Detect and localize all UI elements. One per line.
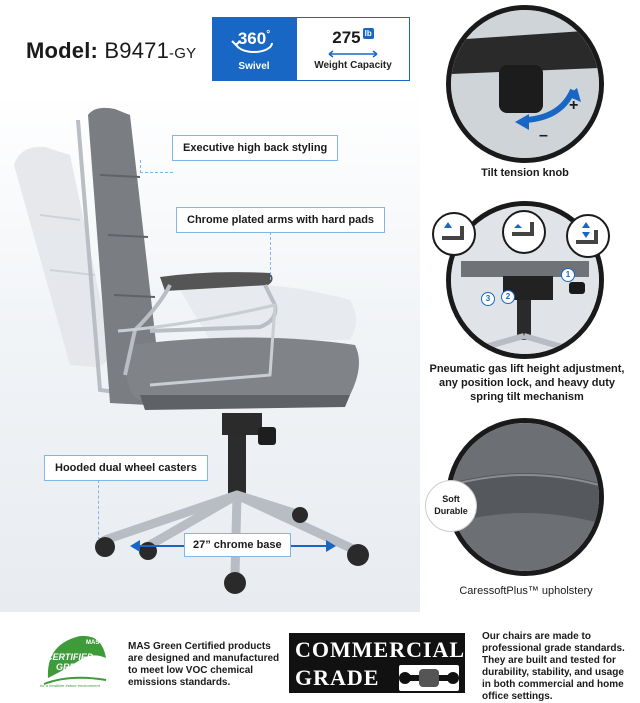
- step-icon-height: [566, 214, 610, 258]
- weight-value: 275: [332, 28, 361, 47]
- lock-lever-icon: [504, 212, 540, 248]
- grade-text-line-3: They are built and tested for: [482, 655, 616, 666]
- callout-arms: [176, 207, 385, 233]
- swivel-value: 360: [237, 29, 267, 48]
- office-chair-image: [0, 95, 420, 600]
- swivel-badge: 360° Swivel: [212, 17, 296, 81]
- model-label: Model:: [26, 38, 99, 63]
- step-1-marker: 1: [561, 268, 575, 282]
- callout-high-back-label: Executive high back styling: [183, 142, 328, 154]
- weight-badge: [296, 17, 410, 81]
- lift-caption-line-1: Pneumatic gas lift height adjustment,: [429, 363, 625, 375]
- step-3-marker: 3: [481, 292, 495, 306]
- grade-text-line-4: durability, stability, and usage: [482, 667, 624, 678]
- step-icon-tilt: [432, 212, 476, 256]
- lift-caption-line-3: spring tilt mechanism: [470, 391, 584, 403]
- fist-wrench-icon: [399, 665, 459, 691]
- tilt-knob-image: [451, 10, 599, 158]
- model-heading: [26, 38, 196, 64]
- cert-badge-line1: CERTIFIED: [46, 652, 94, 662]
- upholstery-caption: CaressoftPlus™ upholstery: [459, 585, 593, 597]
- step-2-marker: 2: [501, 290, 515, 304]
- callout-base: [184, 533, 291, 557]
- mas-description: [128, 641, 288, 689]
- callout-base-label: 27” chrome base: [193, 539, 282, 551]
- tilt-lever-icon: [434, 214, 470, 250]
- svg-text:+: +: [569, 97, 579, 114]
- step-icon-lock: [502, 210, 546, 254]
- callout-arms-line: [270, 232, 271, 280]
- soft-durable-tag: [425, 480, 477, 532]
- tilt-caption: Tilt tension knob: [481, 167, 569, 179]
- lift-caption: [424, 362, 630, 404]
- callout-casters-line: [98, 480, 99, 540]
- weight-arrow-icon: [327, 50, 379, 58]
- commercial-grade-description: [482, 631, 638, 703]
- commercial-label: COMMERCIAL: [295, 637, 466, 662]
- mas-text-line-1: MAS Green Certified products: [128, 641, 271, 652]
- tilt-knob-detail: [446, 5, 604, 163]
- grade-text-line-6: office settings.: [482, 691, 553, 702]
- mas-certified-green-badge: [40, 630, 110, 690]
- cert-badge-slogan: for a healthier indoor environment: [40, 683, 100, 688]
- soft-label: Soft: [442, 494, 460, 504]
- lift-caption-line-2: any position lock, and heavy duty: [438, 377, 616, 389]
- callout-arms-label: Chrome plated arms with hard pads: [187, 214, 375, 226]
- height-lever-icon: [568, 216, 604, 252]
- weight-label: Weight Capacity: [314, 60, 392, 71]
- callout-high-back-line: [140, 160, 173, 173]
- cert-badge-line2: GREEN: [56, 662, 89, 672]
- model-suffix: -GY: [169, 45, 197, 62]
- callout-casters-label: Hooded dual wheel casters: [55, 462, 197, 474]
- cert-badge-top: MAS: [86, 640, 100, 646]
- svg-text:–: –: [539, 127, 548, 144]
- durable-label: Durable: [434, 506, 468, 516]
- mas-text-line-3: to meet low VOC chemical: [128, 665, 254, 676]
- grade-text-line-5: in both commercial and home: [482, 679, 624, 690]
- grade-label: GRADE: [295, 665, 380, 690]
- commercial-grade-logo: [289, 633, 465, 693]
- mas-text-line-4: emissions standards.: [128, 677, 231, 688]
- grade-text-line-1: Our chairs are made to: [482, 631, 591, 642]
- weight-unit: lb: [364, 29, 372, 38]
- mas-text-line-2: are designed and manufactured: [128, 653, 280, 664]
- callout-casters: [44, 455, 208, 481]
- callout-high-back: [172, 135, 338, 161]
- grade-text-line-2: professional grade standards.: [482, 643, 625, 654]
- swivel-label: Swivel: [238, 61, 270, 72]
- model-number: B9471: [104, 38, 170, 63]
